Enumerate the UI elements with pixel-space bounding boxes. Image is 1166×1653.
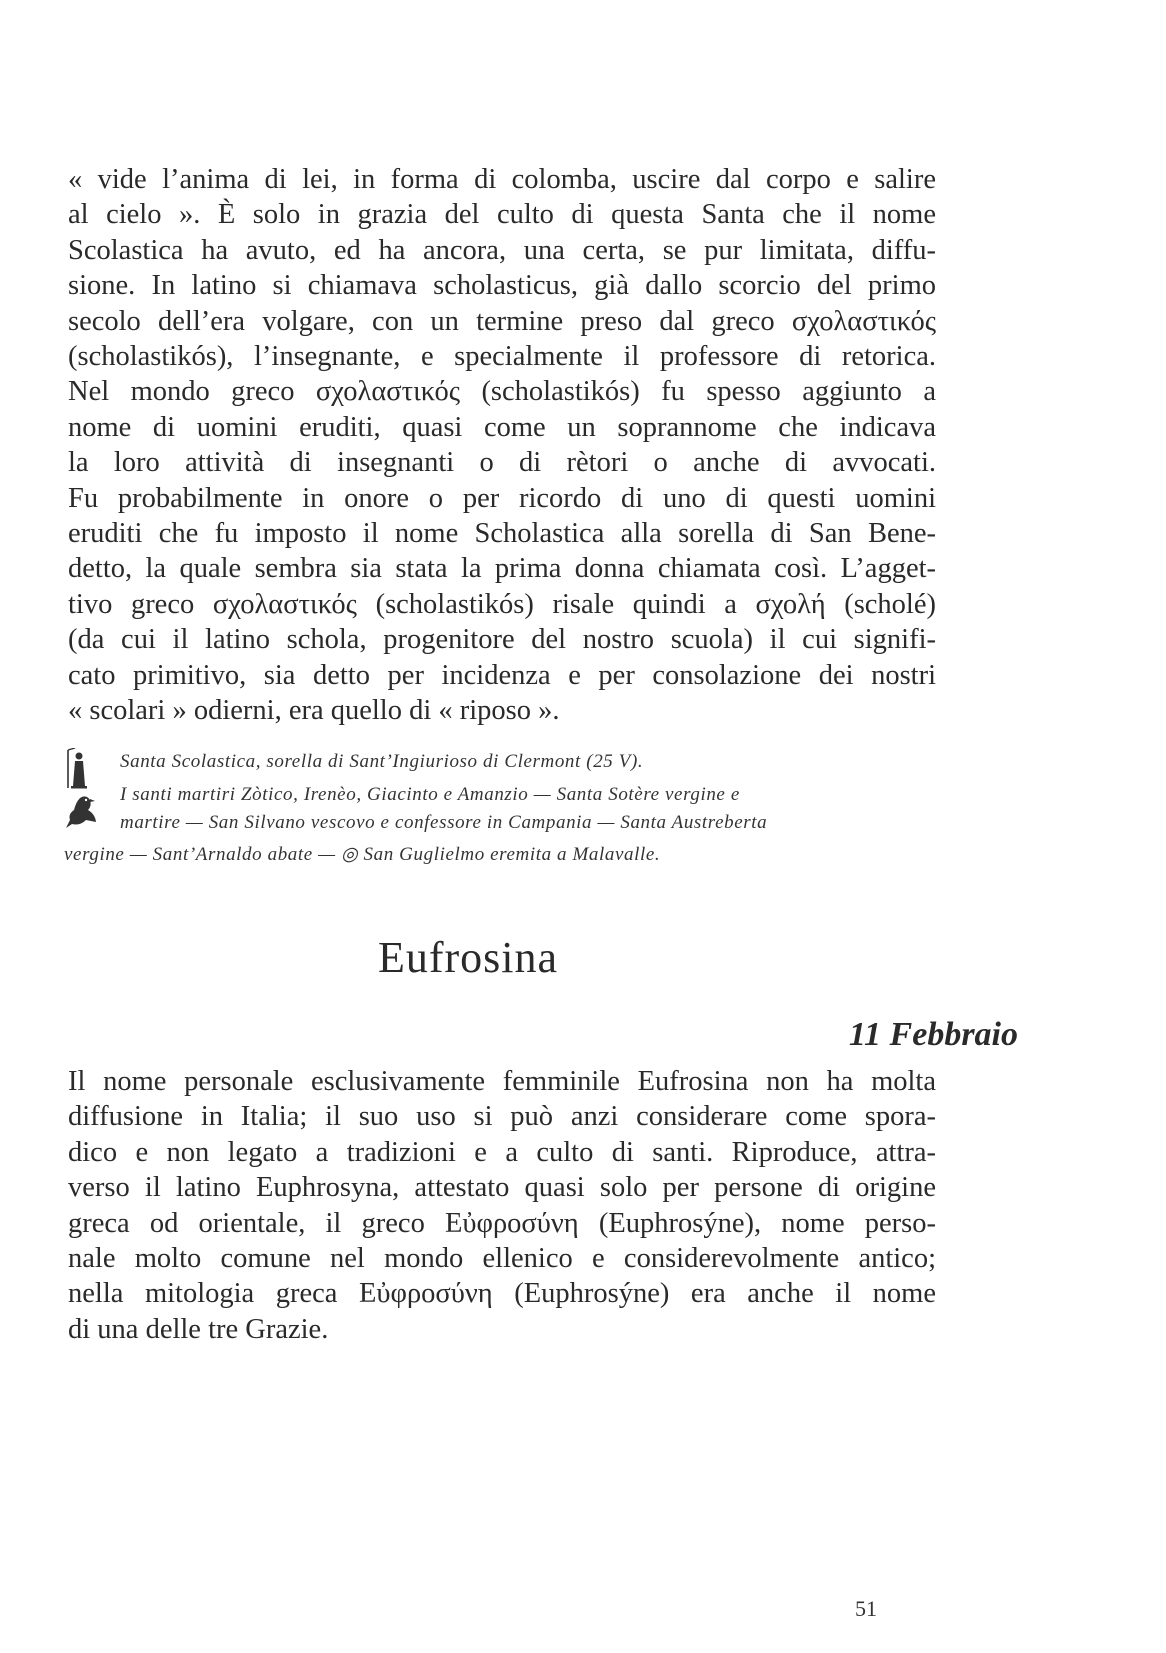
page-number: 51 [855, 1596, 877, 1621]
text-line: Nel mondo greco σχολαστικός (scholastikós) fu spesso aggiunto a [68, 376, 936, 408]
standing-saint-icon [66, 748, 88, 790]
text-line: « vide l’anima di lei, in forma di colomba, uscire dal corpo e salire [68, 164, 936, 195]
saint-entry: Santa Scolastica, sorella di Sant’Ingiurioso di Clermont (25 V). [120, 751, 644, 772]
text-line: la loro attività di insegnanti o di rètori o anche di avvocati. [68, 447, 936, 479]
text-line: nale molto comune nel mondo ellenico e considerevolmente antico; [68, 1243, 936, 1275]
saint-entry: martire — San Silvano vescovo e confessore in Campania — Santa Austreberta [120, 812, 768, 833]
text-line: al cielo ». È solo in grazia del culto di questa Santa che il nome [68, 199, 936, 231]
section-title: Eufrosina [378, 933, 559, 982]
bottom-paragraph [68, 1064, 936, 1347]
text-line: detto, la quale sembra sia stata la prima donna chiamata così. L’agget- [68, 553, 936, 585]
saint-entry: vergine — Sant’Arnaldo abate — ◎ San Guglielmo eremita a Malavalle. [64, 844, 661, 865]
text-line: verso il latino Euphrosyna, attestato quasi solo per persone di origine [68, 1172, 936, 1204]
text-line: diffusione in Italia; il suo uso si può anzi considerare come spora- [68, 1101, 936, 1133]
text-line: dico e non legato a tradizioni e a culto di santi. Riproduce, attra- [68, 1136, 936, 1168]
text-line: secolo dell’era volgare, con un termine preso dal greco σχολαστικός [68, 305, 936, 337]
text-line: nome di uomini eruditi, quasi come un soprannome che indicava [68, 411, 936, 443]
saint-entry: I santi martiri Zòtico, Irenèo, Giacinto e Amanzio — Santa Sotère vergine e [120, 784, 740, 805]
text-line: (scholastikós), l’insegnante, e specialmente il professore di retorica. [68, 341, 936, 373]
text-line: cato primitivo, sia detto per incidenza e per consolazione dei nostri [68, 659, 936, 691]
text-line: Scolastica ha avuto, ed ha ancora, una certa, se pur limitata, diffu- [68, 234, 936, 266]
text-line: « scolari » odierni, era quello di « riposo ». [68, 695, 560, 727]
text-line: Il nome personale esclusivamente femminile Eufrosina non ha molta [68, 1066, 936, 1097]
text-line: tivo greco σχολαστικός (scholastikós) risale quindi a σχολή (scholé) [68, 588, 936, 620]
section-date: 11 Febbraio [848, 1016, 1018, 1053]
top-paragraph [68, 162, 936, 729]
text-line: nella mitologia greca Εὐφροσύνη (Euphrosýne) era anche il nome [68, 1278, 936, 1310]
text-line: eruditi che fu imposto il nome Scholastica alla sorella di San Bene- [68, 518, 936, 550]
bird-icon [62, 792, 102, 832]
text-line: di una delle tre Grazie. [68, 1313, 329, 1345]
text-line: greca od orientale, il greco Εὐφροσύνη (Euphrosýne), nome perso- [68, 1207, 936, 1239]
text-line: (da cui il latino schola, progenitore del nostro scuola) il cui signifi- [68, 624, 936, 656]
text-line: sione. In latino si chiamava scholasticus, già dallo scorcio del primo [68, 270, 936, 302]
text-line: Fu probabilmente in onore o per ricordo di uno di questi uomini [68, 482, 936, 514]
